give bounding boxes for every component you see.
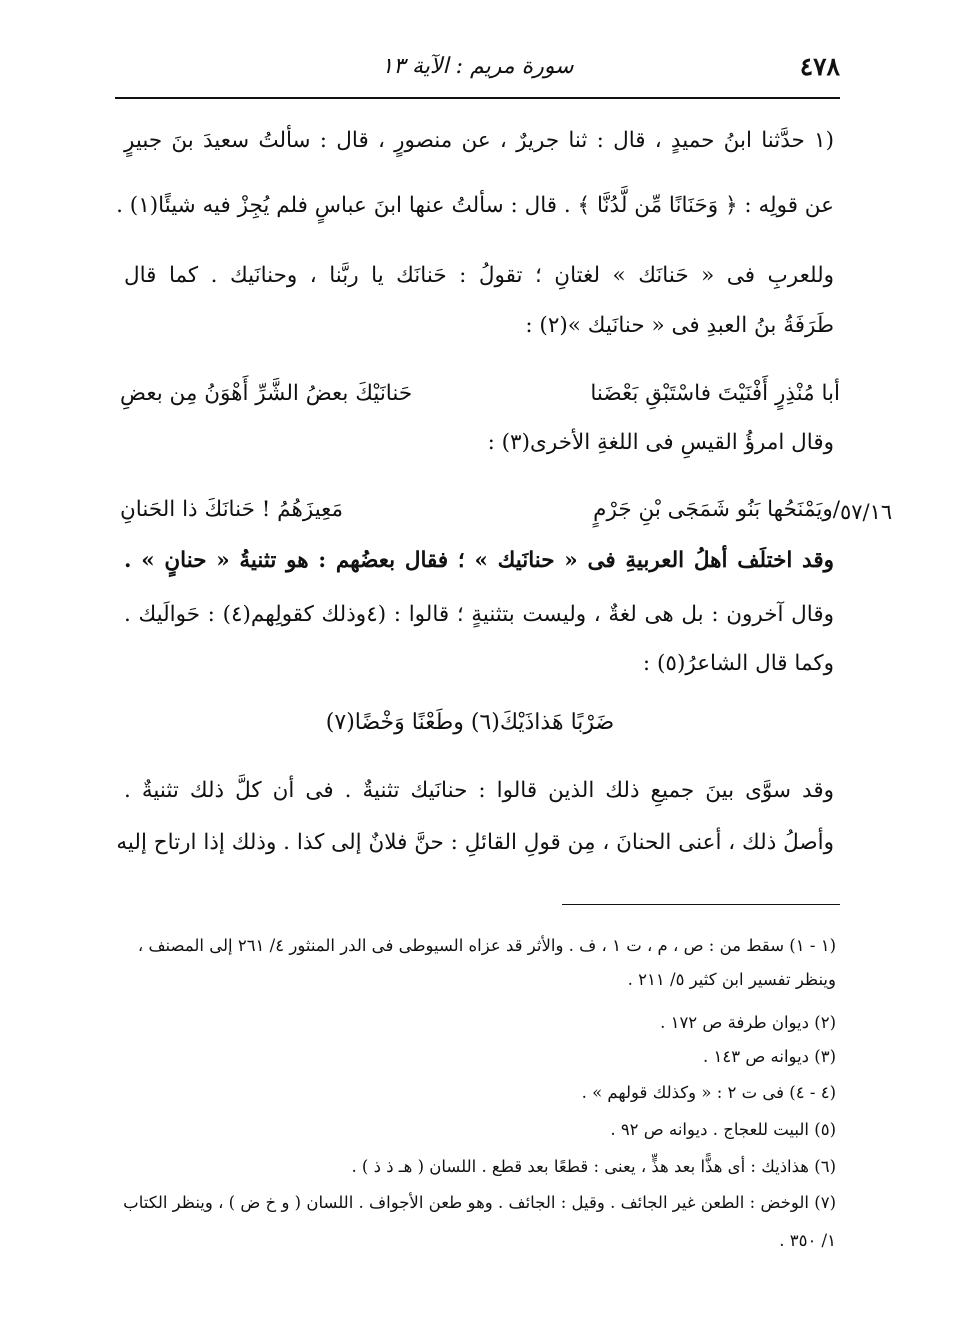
footnote-rule [562,904,840,905]
text-line-1: (١ حدَّثنا ابنُ حميدٍ ، قال : ثنا جريرٌ ، عن منصورٍ ، قال : سألتُ سعيدَ بنَ جبيرٍ [124,128,834,153]
verse-1-first-hemistich: أبا مُنْذِرٍ أَفْنَيْتَ فاسْتَبْقِ بَعْضَنا [590,381,840,406]
text-line-7: وقال آخرون : بل هى لغةٌ ، وليست بتثنيةٍ ؛ قالوا : (٤وذلك كقولِهم(٤) : حَوالَيك . [124,602,835,627]
header-rule [115,97,840,99]
footnote-4: (٤ - ٤) فى ت ٢ : « وكذلك قولهم » . [581,1083,836,1102]
text-line-8: وكما قال الشاعرُ(٥) : [642,651,834,676]
text-line-6: وقد اختلَف أهلُ العربيةِ فى « حنانَيك » ؛ فقال بعضُهم : هو تثنيةُ « حنانٍ » . [124,548,834,573]
verse-1-second-hemistich: حَنانَيْكَ بعضُ الشَّرِّ أَهْوَنُ مِن بعضِ [120,381,413,406]
text-line-3: وللعربِ فى « حَنانَك » لغتانِ ؛ تقولُ : حَنانَك يا ربَّنا ، وحنانَيك . كما قال [124,263,834,288]
footnote-3: (٣) ديوانه ص ١٤٣ . [702,1047,836,1066]
text-line-4: طَرَفَةُ بنُ العبدِ فى « حنانَيك »(٢) : [525,313,834,338]
footnote-1-cont: وينظر تفسير ابن كثير ٥/ ٢١١ . [627,970,836,989]
verse-2-second-hemistich: مَعِيزَهُمُ ! حَنانَكَ ذا الحَنانِ [120,497,344,522]
margin-reference: ٥٧/١٦ [840,500,893,524]
text-line-10: وأصلُ ذلك ، أعنى الحنانَ ، مِن قولِ القائلِ : حنَّ فلانٌ إلى كذا . وذلك إذا ارتاح إليه [116,830,834,855]
text-line-9: وقد سوَّى بينَ جميعِ ذلك الذين قالوا : حنانَيك تثنيةٌ . فى أن كلَّ ذلك تثنيةٌ . [124,778,834,803]
footnote-6: (٦) هذاذيك : أى هذًّا بعد هذٍّ ، يعنى : قطعًا بعد قطع . اللسان ( هـ ذ ذ ) . [351,1157,836,1176]
footnote-5: (٥) البيت للعجاج . ديوانه ص ٩٢ . [610,1120,836,1139]
footnote-7-cont: ١/ ٣٥٠ . [779,1231,836,1250]
footnote-2: (٢) ديوان طرفة ص ١٧٢ . [660,1013,836,1032]
footnote-7: (٧) الوخض : الطعن غير الجائف . وقيل : الجائف . وهو طعن الأجواف . اللسان ( و خ ض ) ، وينظر الكتاب [123,1193,836,1212]
running-title: سورة مريم : الآية ١٣ [381,54,574,79]
verse-3: ضَرْبًا هَذاذَيْكَ(٦) وطَعْنًا وَخْضًا(٧) [325,710,615,735]
verse-2-first-hemistich: /ويَمْنَحُها بَنُو شَمَجَى بْنِ جَرْمٍ [593,497,840,522]
page-number: ٤٧٨ [799,52,840,81]
footnote-1: (١ - ١) سقط من : ص ، م ، ت ١ ، ف . والأثر قد عزاه السيوطى فى الدر المنثور ٤/ ٢٦١ إلى المصنف ، [137,936,836,955]
text-line-5: وقال امرؤُ القيسِ فى اللغةِ الأخرى(٣) : [487,430,834,455]
text-line-2: عن قولِه : ﴿ وَحَنَانًا مِّن لَّدُنَّا ﴾ . قال : سألتُ عنها ابنَ عباسٍ فلم يُجِزْ فيه شيئًا(١) . [116,193,834,218]
page-header [115,52,840,92]
